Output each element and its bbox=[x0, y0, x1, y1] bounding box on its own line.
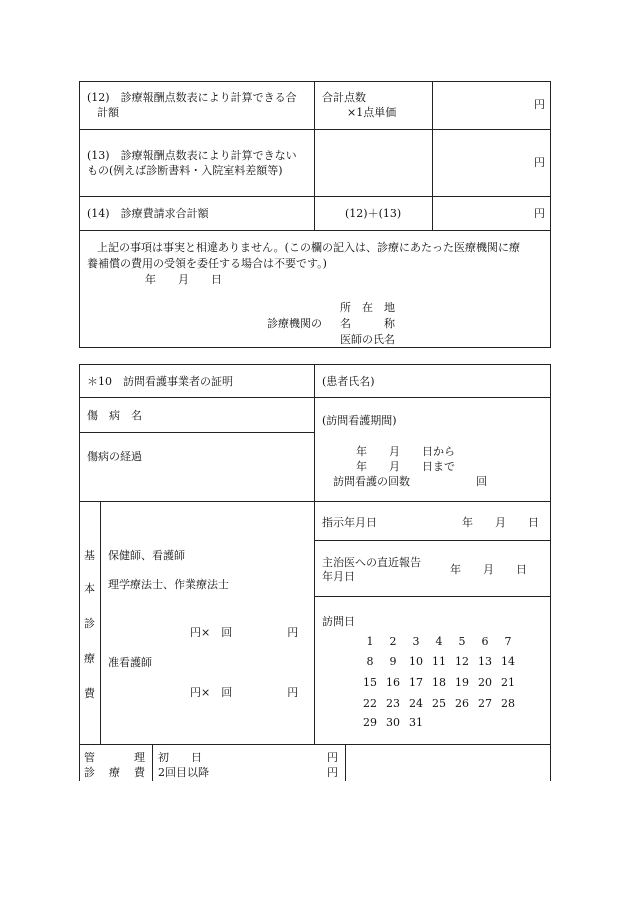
rule bbox=[314, 81, 315, 230]
instruction-date: 年 月 日 bbox=[462, 516, 539, 529]
injury-label: 傷 病 名 bbox=[87, 409, 142, 422]
mgmt-label-char: 診 bbox=[84, 766, 95, 779]
assistant-nurse-label: 准看護師 bbox=[108, 656, 152, 669]
cert-name: 名 称 bbox=[340, 317, 395, 330]
rule bbox=[550, 364, 551, 781]
cert-text-cont: 養補償の費用の受領を委任する場合は不要です。) bbox=[87, 257, 327, 270]
day-7: 7 bbox=[504, 635, 512, 648]
instruction-date-label: 指示年月日 bbox=[322, 516, 377, 529]
day-19: 19 bbox=[455, 676, 469, 689]
row13-label-cont: もの(例えば診断書料・入院室料差額等) bbox=[87, 164, 283, 177]
row13-yen: 円 bbox=[534, 156, 545, 169]
mgmt-label-char: 管 bbox=[84, 751, 95, 764]
basic-fee-char: 療 bbox=[84, 652, 95, 665]
mgmt-label-char: 療 bbox=[109, 766, 120, 779]
row14-label: (14) 診療費請求合計額 bbox=[87, 207, 209, 220]
rule bbox=[79, 81, 551, 82]
report-date-label: 主治医への直近報告 bbox=[322, 556, 421, 569]
day-28: 28 bbox=[501, 697, 515, 710]
day-12: 12 bbox=[455, 655, 469, 668]
cert-institution: 診療機関の bbox=[267, 317, 322, 330]
row12-label: (12) 診療報酬点数表により計算できる合 bbox=[87, 91, 297, 104]
rate-line-2: 円× 回 円 bbox=[190, 686, 299, 699]
rule bbox=[79, 364, 80, 781]
day-18: 18 bbox=[432, 676, 446, 689]
day-24: 24 bbox=[409, 697, 423, 710]
day-20: 20 bbox=[478, 676, 492, 689]
progress-label: 傷病の経過 bbox=[87, 450, 142, 463]
patient-name-label: (患者氏名) bbox=[322, 375, 375, 388]
day-4: 4 bbox=[435, 635, 443, 648]
nurse-label: 保健師、看護師 bbox=[108, 549, 185, 562]
first-day-yen: 円 bbox=[327, 751, 338, 764]
visit-count: 訪問看護の回数 回 bbox=[333, 475, 487, 488]
day-3: 3 bbox=[412, 635, 420, 648]
day-21: 21 bbox=[501, 676, 515, 689]
rule bbox=[314, 364, 315, 745]
day-29: 29 bbox=[363, 716, 377, 729]
day-1: 1 bbox=[366, 635, 374, 648]
day-31: 31 bbox=[409, 716, 423, 729]
rule bbox=[550, 81, 551, 348]
rule bbox=[79, 744, 551, 745]
rate-line-1: 円× 回 円 bbox=[190, 626, 299, 639]
day-26: 26 bbox=[455, 697, 469, 710]
rule bbox=[79, 81, 80, 348]
rule bbox=[152, 744, 153, 781]
rule bbox=[79, 230, 551, 231]
rule bbox=[79, 196, 551, 197]
basic-fee-char: 費 bbox=[84, 687, 95, 700]
row12-label-cont: 計額 bbox=[97, 106, 119, 119]
rule bbox=[79, 129, 551, 130]
mgmt-label-char: 理 bbox=[134, 751, 145, 764]
cert-text: 上記の事項は事実と相違ありません。(この欄の記入は、診療にあたった医療機関に療 bbox=[97, 241, 520, 254]
day-9: 9 bbox=[389, 655, 397, 668]
day-13: 13 bbox=[478, 655, 492, 668]
report-date-label-cont: 年月日 bbox=[322, 570, 355, 583]
row13-label: (13) 診療報酬点数表により計算できない bbox=[87, 149, 297, 162]
cert-doctor: 医師の氏名 bbox=[340, 333, 395, 346]
row12-yen: 円 bbox=[534, 98, 545, 111]
day-16: 16 bbox=[386, 676, 400, 689]
row14-formula: (12)＋(13) bbox=[345, 207, 402, 220]
rule bbox=[79, 501, 551, 502]
row14-yen: 円 bbox=[534, 207, 545, 220]
day-30: 30 bbox=[386, 716, 400, 729]
rule bbox=[314, 596, 551, 597]
nursing-title: ＊10 訪問看護事業者の証明 bbox=[87, 375, 233, 388]
day-17: 17 bbox=[409, 676, 423, 689]
day-6: 6 bbox=[481, 635, 489, 648]
row12-unit-price: ×1点単価 bbox=[347, 106, 397, 119]
mgmt-label-char: 費 bbox=[134, 766, 145, 779]
day-2: 2 bbox=[389, 635, 397, 648]
rule bbox=[79, 397, 551, 398]
rule bbox=[314, 540, 551, 541]
day-10: 10 bbox=[409, 655, 423, 668]
basic-fee-char: 本 bbox=[84, 582, 95, 595]
rule bbox=[79, 432, 314, 433]
day-15: 15 bbox=[363, 676, 377, 689]
day-8: 8 bbox=[366, 655, 374, 668]
day-22: 22 bbox=[363, 697, 377, 710]
day-11: 11 bbox=[432, 655, 446, 668]
rule bbox=[79, 347, 551, 348]
rule bbox=[100, 501, 101, 745]
day-14: 14 bbox=[501, 655, 515, 668]
day-5: 5 bbox=[458, 635, 466, 648]
visit-days-label: 訪問日 bbox=[322, 615, 355, 628]
day-23: 23 bbox=[386, 697, 400, 710]
rule bbox=[345, 744, 346, 781]
second-day-yen: 円 bbox=[327, 766, 338, 779]
period-to: 年 月 日まで bbox=[356, 460, 455, 473]
period-from: 年 月 日から bbox=[356, 445, 455, 458]
day-27: 27 bbox=[478, 697, 492, 710]
day-25: 25 bbox=[432, 697, 446, 710]
row12-total-points: 合計点数 bbox=[322, 91, 366, 104]
basic-fee-char: 診 bbox=[84, 617, 95, 630]
rule bbox=[432, 81, 433, 230]
rule bbox=[79, 364, 551, 365]
first-day-label: 初 日 bbox=[158, 751, 202, 764]
report-date: 年 月 日 bbox=[450, 563, 527, 576]
second-day-label: 2回目以降 bbox=[158, 766, 209, 779]
cert-location: 所 在 地 bbox=[340, 301, 395, 314]
cert-date: 年 月 日 bbox=[145, 273, 222, 286]
basic-fee-char: 基 bbox=[84, 549, 95, 562]
therapist-label: 理学療法士、作業療法士 bbox=[108, 578, 229, 591]
visit-period-label: (訪問看護期間) bbox=[322, 414, 397, 427]
